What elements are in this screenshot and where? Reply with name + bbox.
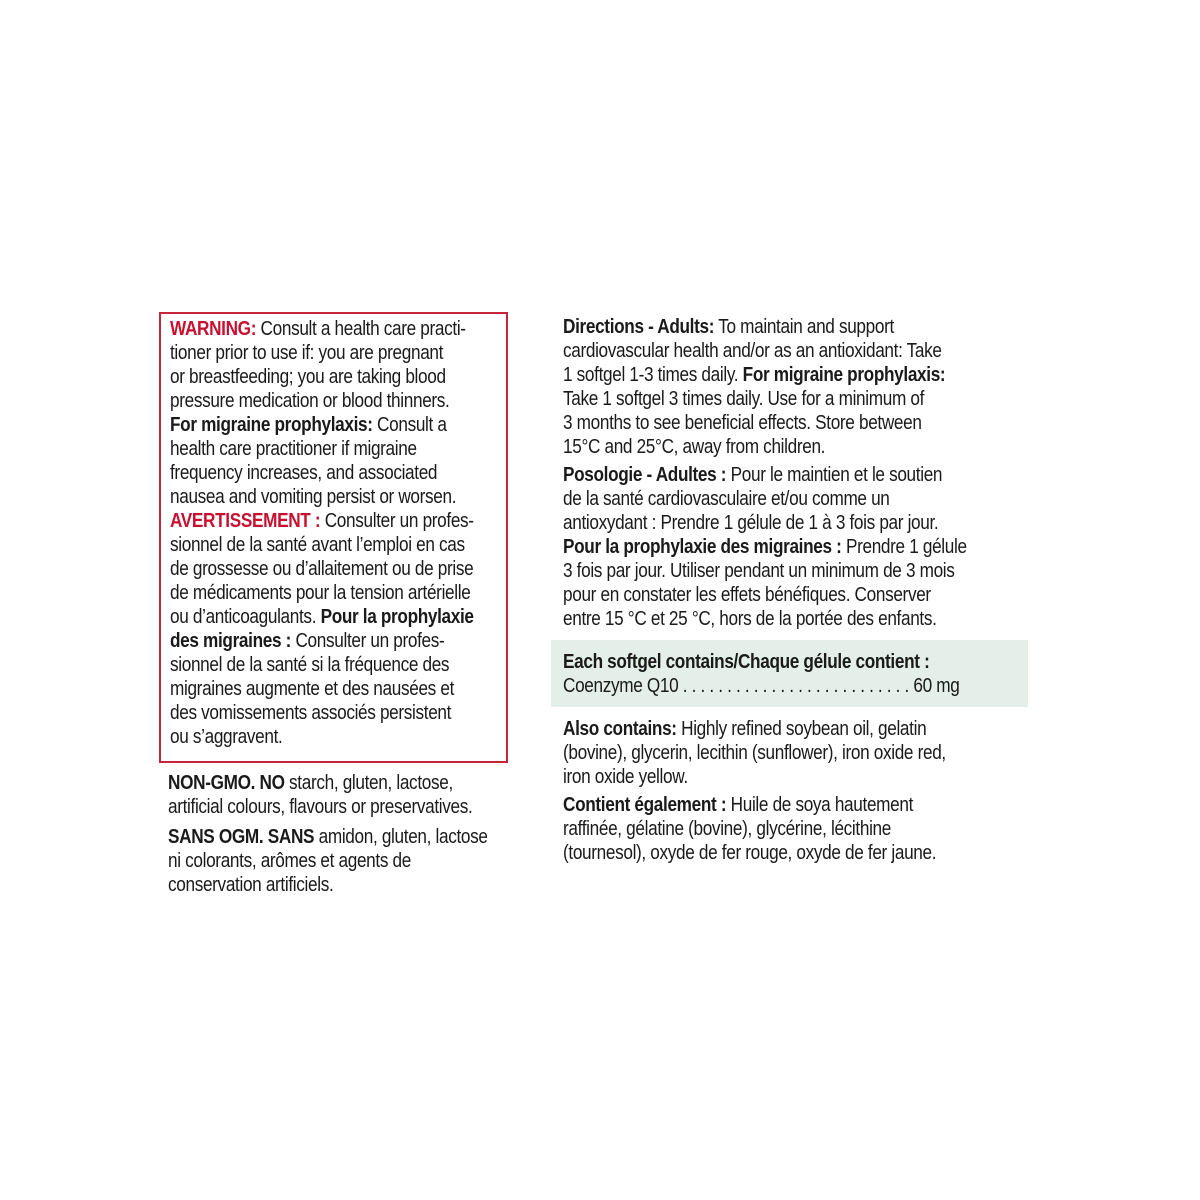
warning-text xyxy=(170,317,474,749)
text-line xyxy=(168,825,488,849)
warning-box xyxy=(159,312,508,763)
body-text: Prendre 1 gélule xyxy=(841,536,967,558)
body-text: To maintain and support xyxy=(714,316,894,338)
body-text: starch, gluten, lactose, xyxy=(284,772,453,794)
body-text: 15°C and 25°C, away from children. xyxy=(563,436,826,458)
body-text: Huile de soya hautement xyxy=(726,794,914,816)
body-text: des vomissements associés persistent xyxy=(170,702,452,724)
text-line xyxy=(170,725,474,749)
body-text: tioner prior to use if: you are pregnant xyxy=(170,342,444,364)
body-text: health care practitioner if migraine xyxy=(170,438,417,460)
body-text: de la santé cardiovasculaire et/ou comme un xyxy=(563,488,890,510)
body-text: pressure medication or blood thinners. xyxy=(170,390,450,412)
posologie-adultes xyxy=(563,463,967,631)
emphasis-text: des migraines : xyxy=(170,630,292,652)
body-text: migraines augmente et des nausées et xyxy=(170,678,455,700)
emphasis-text: NON-GMO. NO xyxy=(168,772,285,794)
text-line xyxy=(170,389,474,413)
emphasis-text: For migraine prophylaxis: xyxy=(170,414,373,436)
body-text: 1 softgel 1-3 times daily. xyxy=(563,364,743,386)
text-line xyxy=(170,509,474,533)
text-line xyxy=(170,557,474,581)
text-line xyxy=(563,463,967,487)
body-text: Consulter un profes- xyxy=(291,630,445,652)
text-line xyxy=(170,533,474,557)
text-line xyxy=(563,717,946,741)
text-line xyxy=(168,795,488,819)
emphasis-text: Directions - Adults: xyxy=(563,316,715,338)
text-line xyxy=(563,741,946,765)
contents-box xyxy=(551,640,1028,707)
text-line xyxy=(170,317,474,341)
text-line xyxy=(168,771,488,795)
body-text: de grossesse ou d’allaitement ou de prise xyxy=(170,558,474,580)
text-line xyxy=(563,535,967,559)
text-line xyxy=(563,817,936,841)
emphasis-text: Pour la prophylaxie des migraines : xyxy=(563,536,842,558)
text-line xyxy=(170,653,474,677)
body-text: Highly refined soybean oil, gelatin xyxy=(676,718,927,740)
body-text: de médicaments pour la tension artérielle xyxy=(170,582,471,604)
body-text: or breastfeeding; you are taking blood xyxy=(170,366,446,388)
directions-adults xyxy=(563,315,945,459)
text-line xyxy=(170,605,474,629)
text-line xyxy=(170,437,474,461)
body-text: 3 fois par jour. Utiliser pendant un minimum de 3 mois xyxy=(563,560,955,582)
text-line xyxy=(563,765,946,789)
text-line xyxy=(170,461,474,485)
body-text: artificial colours, flavours or preservatives. xyxy=(168,796,473,818)
body-text: ou d’anticoagulants. xyxy=(170,606,321,628)
text-line xyxy=(170,341,474,365)
text-line xyxy=(563,841,936,865)
emphasis-text: WARNING: xyxy=(170,318,257,340)
text-line xyxy=(168,873,488,897)
body-text: pour en constater les effets bénéfiques. Conserver xyxy=(563,584,931,606)
contient-egalement xyxy=(563,793,936,865)
body-text: Consult a health care practi- xyxy=(256,318,466,340)
non-gmo-statement xyxy=(168,771,488,897)
body-text: nausea and vomiting persist or worsen. xyxy=(170,486,457,508)
body-text: Coenzyme Q10 . . . . . . . . . . . . . . . . . . . . . . . . . . 60 mg xyxy=(563,675,960,697)
body-text: Consult a xyxy=(372,414,447,436)
body-text: conservation artificiels. xyxy=(168,874,334,896)
body-text: sionnel de la santé si la fréquence des xyxy=(170,654,450,676)
text-line xyxy=(563,387,945,411)
body-text: (bovine), glycerin, lecithin (sunflower), iron oxide red, xyxy=(563,742,946,764)
body-text: ni colorants, arômes et agents de xyxy=(168,850,411,872)
text-line xyxy=(168,849,488,873)
text-line xyxy=(563,435,945,459)
text-line xyxy=(170,485,474,509)
emphasis-text: For migraine prophylaxis: xyxy=(742,364,946,386)
also-contains xyxy=(563,717,946,789)
text-line xyxy=(170,581,474,605)
text-line xyxy=(170,701,474,725)
body-text: entre 15 °C et 25 °C, hors de la portée des enfants. xyxy=(563,608,937,630)
body-text: raffinée, gélatine (bovine), glycérine, lécithine xyxy=(563,818,891,840)
text-line xyxy=(563,315,945,339)
text-line xyxy=(170,677,474,701)
emphasis-text: Also contains: xyxy=(563,718,677,740)
emphasis-text: Contient également : xyxy=(563,794,727,816)
text-line xyxy=(563,607,967,631)
emphasis-text: Each softgel contains/Chaque gélule contient : xyxy=(563,651,930,673)
body-text: cardiovascular health and/or as an antioxidant: Take xyxy=(563,340,942,362)
emphasis-text: AVERTISSEMENT : xyxy=(170,510,321,532)
body-text: frequency increases, and associated xyxy=(170,462,438,484)
body-text: ou s’aggravent. xyxy=(170,726,283,748)
text-line xyxy=(170,629,474,653)
text-line xyxy=(563,559,967,583)
emphasis-text: Pour la prophylaxie xyxy=(320,606,474,628)
emphasis-text: SANS OGM. SANS xyxy=(168,826,315,848)
text-line xyxy=(563,583,967,607)
text-line xyxy=(563,339,945,363)
body-text: Consulter un profes- xyxy=(320,510,474,532)
body-text: Take 1 softgel 3 times daily. Use for a minimum of xyxy=(563,388,925,410)
body-text: sionnel de la santé avant l’emploi en cas xyxy=(170,534,465,556)
text-line xyxy=(563,363,945,387)
text-line xyxy=(170,413,474,437)
text-line xyxy=(563,793,936,817)
body-text: 3 months to see beneficial effects. Store between xyxy=(563,412,922,434)
text-line xyxy=(170,365,474,389)
text-line xyxy=(563,487,967,511)
text-line xyxy=(563,674,960,698)
text-line xyxy=(563,650,960,674)
body-text: amidon, gluten, lactose xyxy=(314,826,488,848)
text-line xyxy=(563,511,967,535)
body-text: antioxydant : Prendre 1 gélule de 1 à 3 fois par jour. xyxy=(563,512,939,534)
text-line xyxy=(563,411,945,435)
body-text: iron oxide yellow. xyxy=(563,766,688,788)
body-text: (tournesol), oxyde de fer rouge, oxyde de fer jaune. xyxy=(563,842,937,864)
body-text: Pour le maintien et le soutien xyxy=(726,464,943,486)
emphasis-text: Posologie - Adultes : xyxy=(563,464,727,486)
contents-text xyxy=(563,650,960,698)
